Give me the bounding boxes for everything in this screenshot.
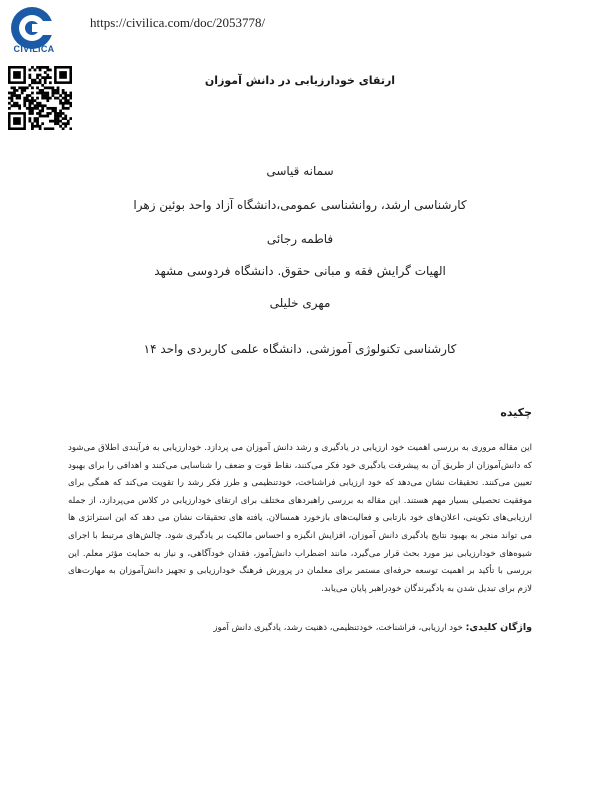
author-name: مهری خلیلی xyxy=(269,296,331,310)
author-name: سمانه قیاسی xyxy=(266,164,334,178)
abstract-heading: چکیده xyxy=(500,406,532,419)
author-affiliation: کارشناسی ارشد، روانشناسی عمومی،دانشگاه آزاد واحد بوئین زهرا xyxy=(133,198,467,212)
paper-title: ارتقای خودارزیابی در دانش آموزان xyxy=(204,74,396,87)
keywords-list: خود ارزیابی، فراشناخت، خودتنظیمی، ذهنیت رشد، یادگیری دانش آموز xyxy=(213,623,463,633)
document-url[interactable]: https://civilica.com/doc/2053778/ xyxy=(90,15,266,30)
qr-code-icon xyxy=(8,66,72,130)
abstract-text: این مقاله مروری به بررسی اهمیت خود ارزیابی در یادگیری و رشد دانش آموزان می پردازد. خودارزیابی به فرآیندی اطلاق می‌شود که دانش‌آموزان از طریق آن به پیشرفت یادگیری خود فکر می‌کنند، نقاط قوت و ضعف را شناسایی می‌کنند و اهدافی را برای بهبود تعیین می‌کنند. تحقیقات نشان می‌دهد که خود ارزیابی فراشناخت، خودتنظیمی و طرز فکر رشد را تقویت می‌کند که همگی برای موفقیت تحصیلی بسیار مهم هستند. این مقاله به بررسی راهبردهای مختلف برای ارتقای خودارزیابی در کلاس می‌پردازد، از جمله ارزیابی‌های تکوینی، اعلان‌های خود بازتابی و فعالیت‌های بازخورد همسالان. یافته های تحقیقات نشان می دهد که این استراتژی ها می تواند منجر به بهبود نتایج یادگیری دانش آموزان، افزایش انگیزه و احساس مالکیت بر یادگیری شود. چالش‌های مرتبط با اجرای شیوه‌های خودارزیابی نیز مورد بحث قرار می‌گیرد، مانند اضطراب دانش‌آموز، فقدان خودآگاهی، و نیاز به حمایت مؤثر معلم. این بررسی با تأکید بر اهمیت توسعه حرفه‌ای مستمر برای معلمان در پرورش فرهنگ خودارزیابی و تجهیز دانش‌آموزان به مهارت‌های لازم برای تبدیل شدن به یادگیرندگان خودراهبر پایان می‌یابد. xyxy=(68,443,532,594)
author-name: فاطمه رجائی xyxy=(266,232,334,246)
brand-name: CIVILICA xyxy=(13,44,55,54)
author-affiliation: کارشناسی تکنولوژی آموزشی. دانشگاه علمی کاربردی واحد ۱۴ xyxy=(143,342,457,356)
keywords-line xyxy=(68,622,532,633)
keywords-label: واژگان کلیدی: xyxy=(465,622,532,633)
author-affiliation: الهیات گرایش فقه و مبانی حقوق. دانشگاه فردوسی مشهد xyxy=(154,264,446,278)
